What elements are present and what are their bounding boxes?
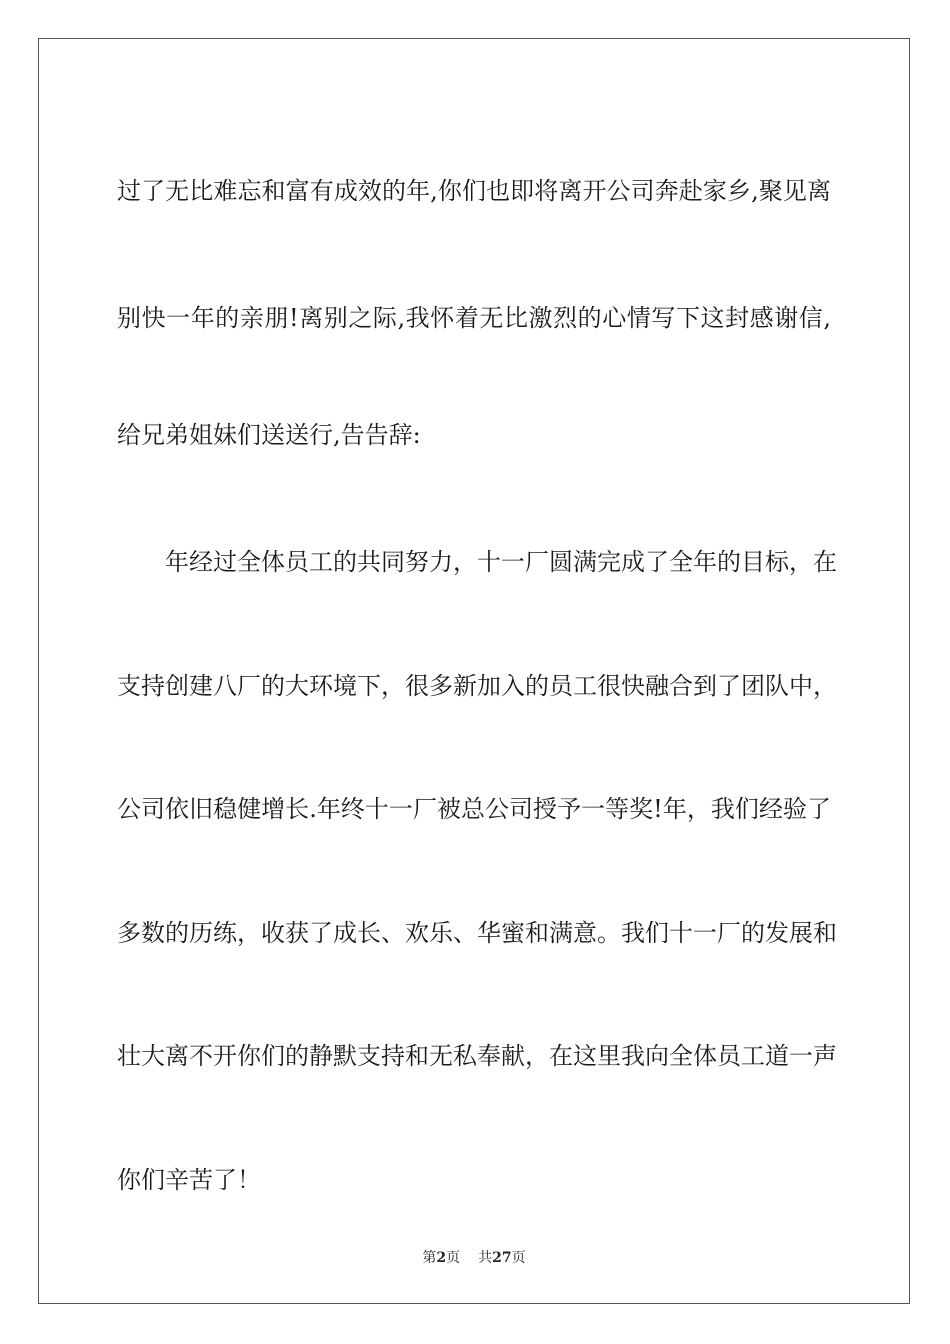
page-footer xyxy=(39,1248,909,1268)
paragraph-2-line-4: 多数的历练，收获了成长、欢乐、华蜜和满意。我们十一厂的发展和 xyxy=(117,919,837,947)
paragraph-2-line-6: 你们辛苦了！ xyxy=(117,1166,261,1194)
page-frame xyxy=(38,38,910,1304)
letter-body xyxy=(39,39,909,1303)
page-number: 2 xyxy=(436,1250,447,1266)
paragraph-2-line-2: 支持创建八厂的大环境下，很多新加入的员工很快融合到了团队中， xyxy=(117,672,837,700)
page-suffix: 页 xyxy=(446,1250,461,1266)
text-line-1: 过了无比难忘和富有成效的年,你们也即将离开公司奔赴家乡,聚见离 xyxy=(117,177,831,205)
page-prefix: 第 xyxy=(422,1250,437,1266)
text-line-3: 给兄弟姐妹们送送行,告告辞: xyxy=(117,421,421,449)
total-suffix: 页 xyxy=(511,1250,526,1266)
paragraph-2-line-3: 公司依旧稳健增长.年终十一厂被总公司授予一等奖!年，我们经验了 xyxy=(117,795,831,823)
paragraph-2-line-5: 壮大离不开你们的静默支持和无私奉献，在这里我向全体员工道一声 xyxy=(117,1042,837,1070)
page-total: 27 xyxy=(492,1250,512,1266)
text-line-2: 别快一年的亲朋!离别之际,我怀着无比激烈的心情写下这封感谢信, xyxy=(117,304,831,332)
total-prefix: 共 xyxy=(478,1250,493,1266)
paragraph-2-line-1: 年经过全体员工的共同努力，十一厂圆满完成了全年的目标，在 xyxy=(165,548,837,576)
